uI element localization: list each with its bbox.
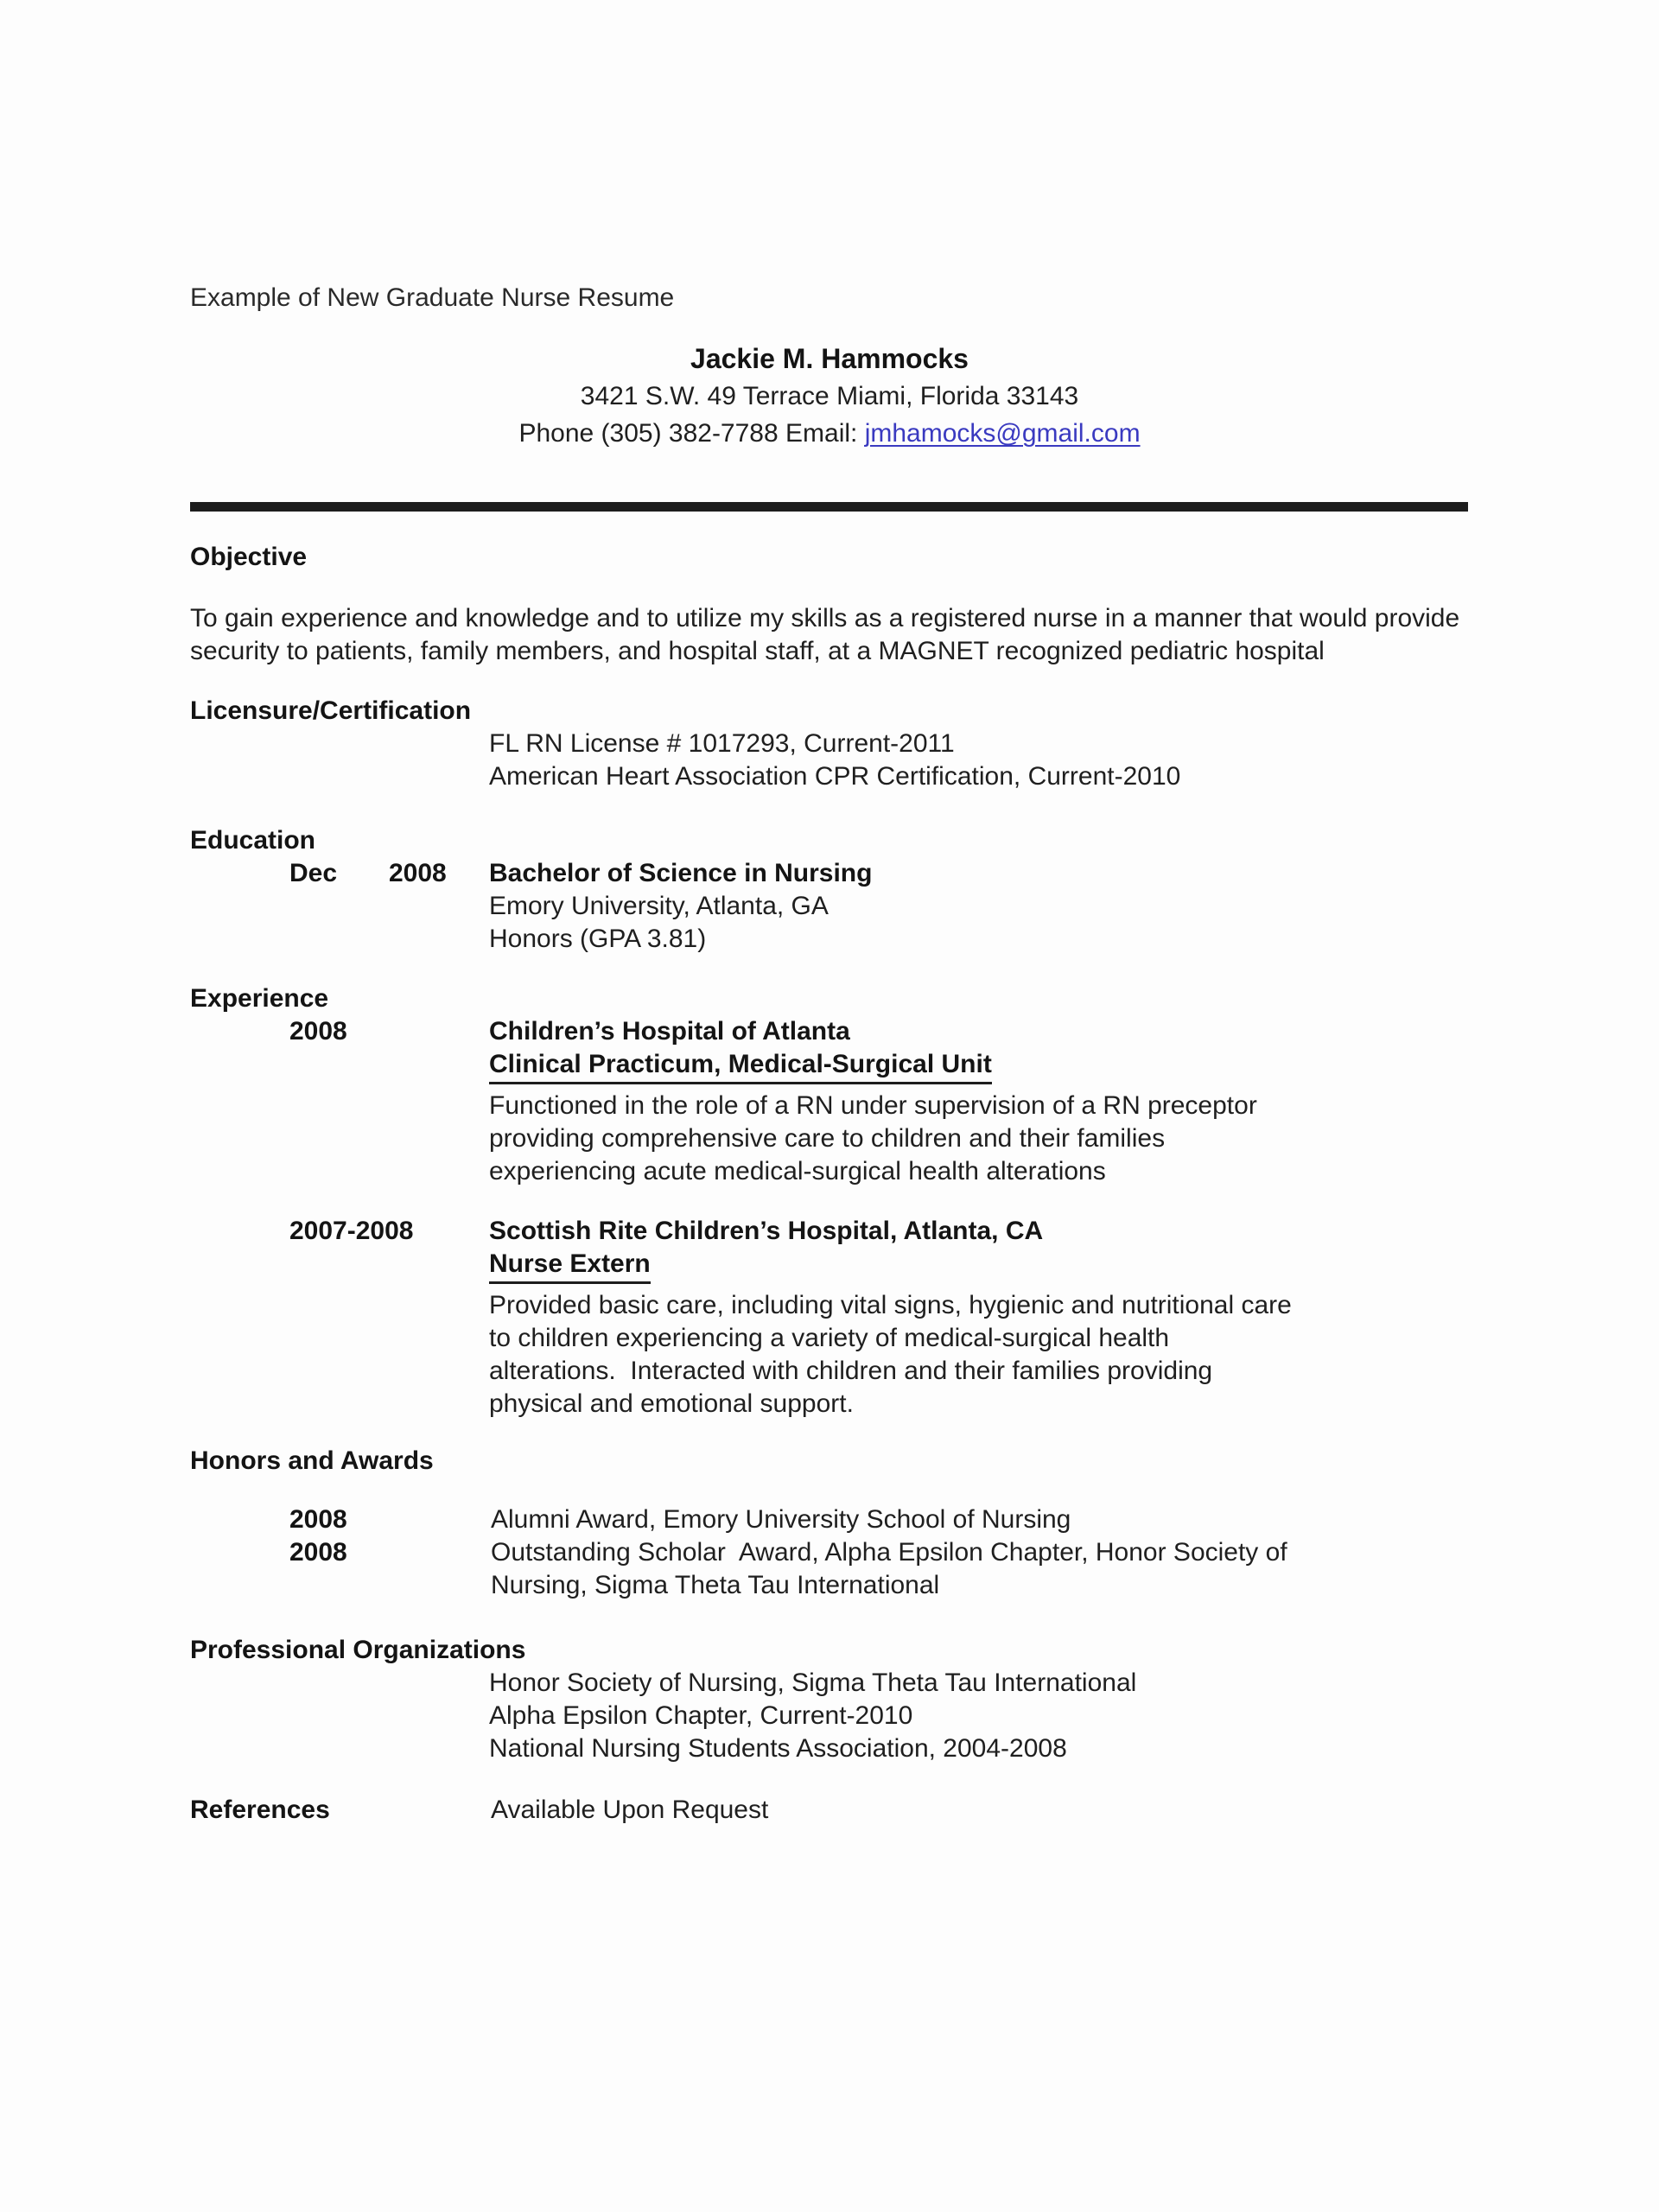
education-honors: Honors (GPA 3.81) — [489, 925, 707, 953]
experience-entry — [190, 1015, 1469, 1188]
organization-item: National Nursing Students Association, 2004-2008 — [489, 1734, 1067, 1763]
job-description: Provided basic care, including vital signs, hygienic and nutritional care to children experiencing a variety of medical-surgical health alterations. Interacted with children and their families providing physical and emotional support. — [489, 1291, 1300, 1418]
school: Emory University, Atlanta, GA — [489, 892, 829, 920]
organizations-heading: Professional Organizations — [190, 1636, 526, 1664]
address-line: 3421 S.W. 49 Terrace Miami, Florida 33143 — [580, 382, 1079, 410]
award-text: Outstanding Scholar Award, Alpha Epsilon Chapter, Honor Society of Nursing, Sigma Theta Tau International — [491, 1538, 1295, 1599]
honors-heading: Honors and Awards — [190, 1446, 434, 1475]
degree: Bachelor of Science in Nursing — [489, 859, 873, 887]
document-content — [190, 0, 1469, 1827]
email-link[interactable]: jmhamocks@gmail.com — [864, 419, 1141, 448]
education-year: 2008 — [389, 859, 447, 887]
experience-heading: Experience — [190, 984, 329, 1013]
objective-text: To gain experience and knowledge and to utilize my skills as a registered nurse in a manner that would provide security to patients, family members, and hospital staff, at a MAGNET recognized pediatric hospital — [190, 604, 1460, 665]
awards-list — [190, 1503, 1469, 1602]
references-heading: References — [190, 1796, 330, 1824]
experience-years: 2008 — [289, 1017, 347, 1046]
phone-email-prefix: Phone (305) 382-7788 Email: — [518, 419, 865, 448]
person-name: Jackie M. Hammocks — [690, 343, 969, 374]
job-title: Clinical Practicum, Medical-Surgical Unit — [489, 1048, 992, 1084]
experience-years: 2007-2008 — [289, 1217, 414, 1245]
contact-line — [190, 415, 1469, 452]
references-section — [190, 1794, 1469, 1827]
objective-heading: Objective — [190, 543, 308, 571]
award-year: 2008 — [289, 1538, 347, 1567]
licensure-heading: Licensure/Certification — [190, 696, 472, 725]
resume-header — [190, 340, 1469, 452]
licensure-item: FL RN License # 1017293, Current-2011 — [489, 729, 955, 758]
document-caption: Example of New Graduate Nurse Resume — [190, 283, 675, 312]
education-entry — [190, 857, 1469, 956]
job-title-row — [489, 1248, 1469, 1284]
organization-item: Alpha Epsilon Chapter, Current-2010 — [489, 1701, 913, 1730]
education-month: Dec — [289, 859, 338, 887]
job-title-row — [489, 1048, 1469, 1084]
licensure-item: American Heart Association CPR Certification, Current-2010 — [489, 762, 1181, 791]
education-heading: Education — [190, 826, 316, 855]
employer-name: Children’s Hospital of Atlanta — [489, 1017, 850, 1046]
award-row — [190, 1536, 1469, 1602]
section-divider — [190, 502, 1468, 512]
award-row — [190, 1503, 1469, 1536]
employer-name: Scottish Rite Children’s Hospital, Atlanta, CA — [489, 1217, 1044, 1245]
references-text: Available Upon Request — [491, 1796, 769, 1824]
award-year: 2008 — [289, 1505, 347, 1534]
job-description: Functioned in the role of a RN under supervision of a RN preceptor providing comprehensive care to children and their families experiencing acute medical-surgical health alterations — [489, 1091, 1265, 1185]
experience-entry — [190, 1215, 1469, 1421]
award-text: Alumni Award, Emory University School of Nursing — [491, 1505, 1071, 1534]
organization-item: Honor Society of Nursing, Sigma Theta Tau International — [489, 1669, 1137, 1697]
job-title: Nurse Extern — [489, 1248, 651, 1284]
